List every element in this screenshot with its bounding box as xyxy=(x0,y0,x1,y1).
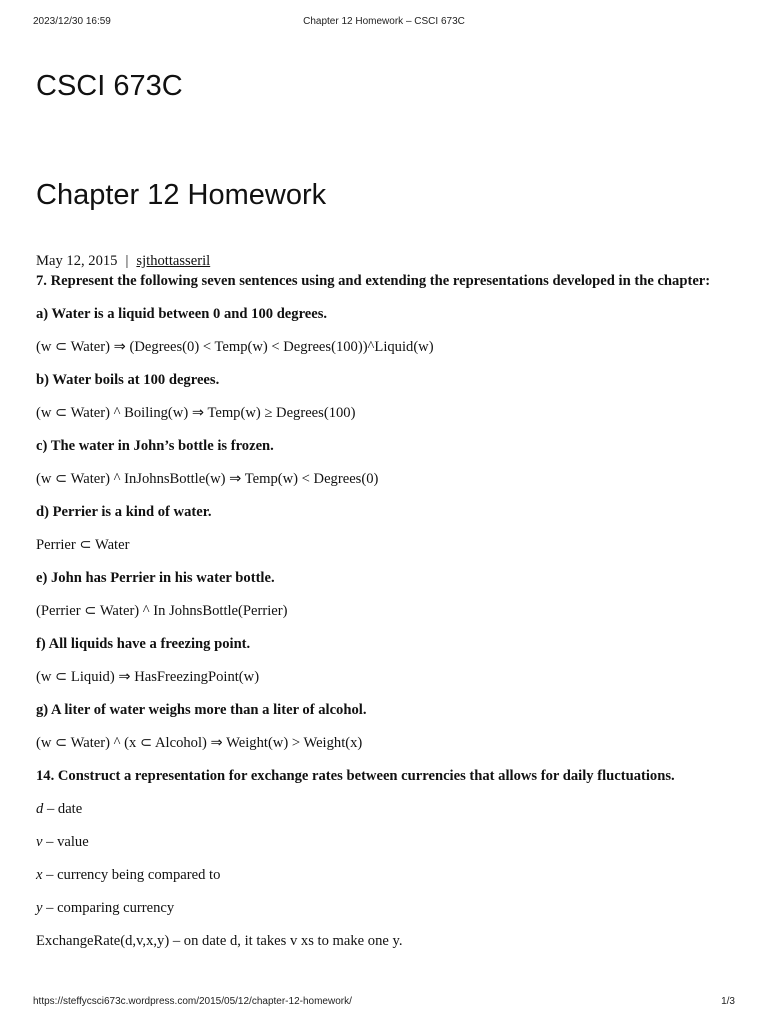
definition-desc: – currency being compared to xyxy=(42,867,221,883)
answer-c: (w ⊂ Water) ^ InJohnsBottle(w) ⇒ Temp(w) < Degrees(0) xyxy=(36,471,379,487)
definition-desc: – value xyxy=(42,834,89,850)
question-d: d) Perrier is a kind of water. xyxy=(36,504,212,520)
q7-prompt: 7. Represent the following seven sentences using and extending the representations developed in the chapter: xyxy=(36,273,711,289)
question-c: c) The water in John’s bottle is frozen. xyxy=(36,438,274,454)
definition-desc: – date xyxy=(43,801,83,817)
question-f: f) All liquids have a freezing point. xyxy=(36,636,251,652)
question-g: g) A liter of water weighs more than a liter of alcohol. xyxy=(36,702,367,718)
site-title[interactable]: CSCI 673C xyxy=(36,70,183,102)
answer-d: Perrier ⊂ Water xyxy=(36,537,130,553)
post-title: Chapter 12 Homework xyxy=(36,179,327,211)
post-content xyxy=(36,252,736,950)
q14-prompt: 14. Construct a representation for exchange rates between currencies that allows for daily fluctuations. xyxy=(36,768,675,784)
post-author-link[interactable]: sjthottasseril xyxy=(136,253,211,269)
post-meta xyxy=(36,252,736,270)
print-url: https://steffycsci673c.wordpress.com/2015/05/12/chapter-12-homework/ xyxy=(33,996,352,1007)
print-header xyxy=(0,16,768,30)
print-page-number: 1/3 xyxy=(721,996,735,1007)
answer-e: (Perrier ⊂ Water) ^ In JohnsBottle(Perrier) xyxy=(36,603,288,619)
answer-g: (w ⊂ Water) ^ (x ⊂ Alcohol) ⇒ Weight(w) > Weight(x) xyxy=(36,735,363,751)
definition-desc: – comparing currency xyxy=(42,900,175,916)
answer-f: (w ⊂ Liquid) ⇒ HasFreezingPoint(w) xyxy=(36,669,260,685)
definition-var: v xyxy=(36,834,43,850)
print-datetime: 2023/12/30 16:59 xyxy=(33,16,111,27)
definition-var: d xyxy=(36,801,44,817)
print-page-title: Chapter 12 Homework – CSCI 673C xyxy=(303,16,465,27)
post-date[interactable]: May 12, 2015 xyxy=(36,253,118,269)
answer-b: (w ⊂ Water) ^ Boiling(w) ⇒ Temp(w) ≥ Degrees(100) xyxy=(36,405,356,421)
definition-y xyxy=(36,899,736,917)
question-e: e) John has Perrier in his water bottle. xyxy=(36,570,275,586)
question-a: a) Water is a liquid between 0 and 100 degrees. xyxy=(36,306,328,322)
definition-var: x xyxy=(36,867,43,883)
definition-var: y xyxy=(36,900,43,916)
answer-a: (w ⊂ Water) ⇒ (Degrees(0) < Temp(w) < Degrees(100))^Liquid(w) xyxy=(36,339,434,355)
print-footer xyxy=(0,996,768,1010)
definition-d xyxy=(36,800,736,818)
definition-v xyxy=(36,833,736,851)
definition-x xyxy=(36,866,736,884)
question-b: b) Water boils at 100 degrees. xyxy=(36,372,220,388)
exchange-rate-definition: ExchangeRate(d,v,x,y) – on date d, it takes v xs to make one y. xyxy=(36,933,403,949)
meta-separator: | xyxy=(125,253,129,269)
